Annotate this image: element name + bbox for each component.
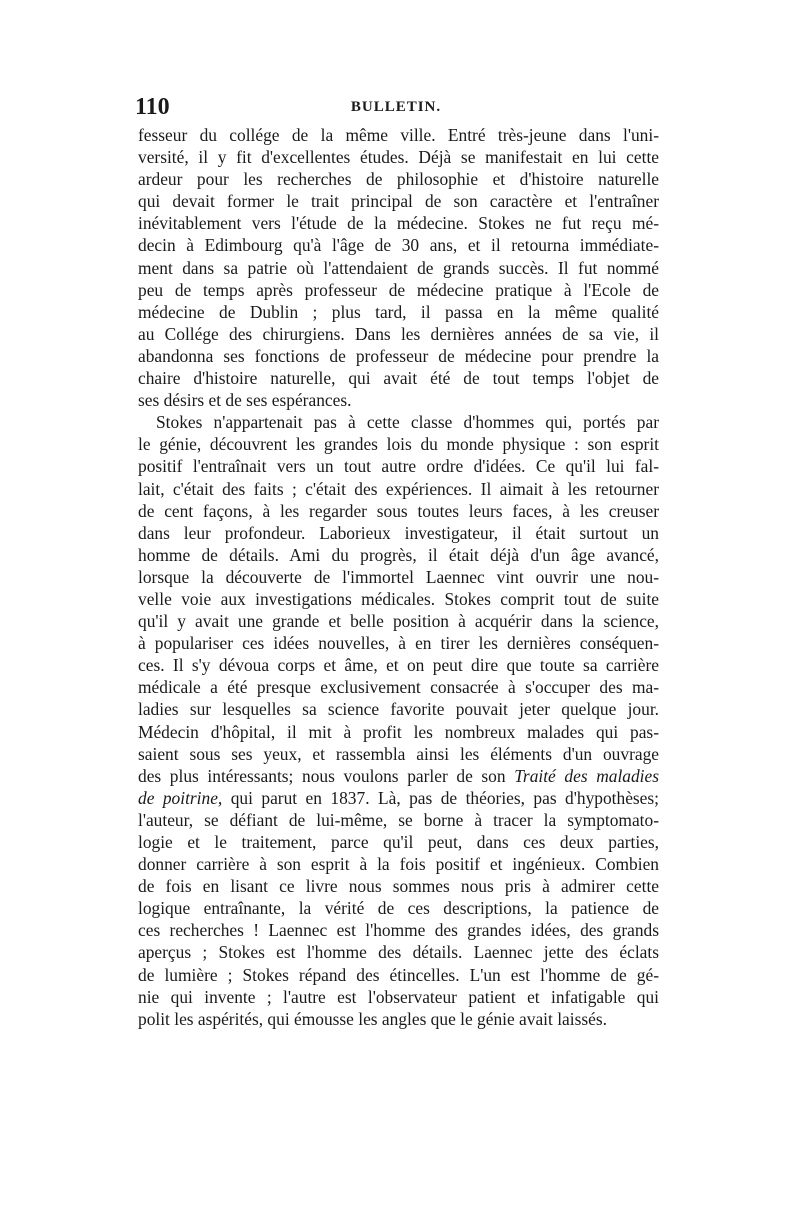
text-line-with-title [138,787,659,809]
text-line: chaire d'histoire naturelle, qui avait été de tout temps l'objet de [138,368,659,389]
text-line: de cent façons, à les regarder sous toutes leurs faces, à les creuser [138,500,659,521]
text-segment: qui parut en 1837. Là, pas de théories, pas d'hypothèses; [222,787,659,808]
text-line: fesseur du collége de la même ville. Entré très-jeune dans l'uni- [138,125,659,145]
text-line: aperçus ; Stokes est l'homme des détails. Laennec jette des éclats [138,942,659,963]
text-line: decin à Edimbourg qu'à l'âge de 30 ans, et il retourna immédiate- [138,235,659,256]
text-line: ardeur pour les recherches de philosophie et d'histoire naturelle [138,169,659,190]
text-line: abandonna ses fonctions de professeur de médecine pour prendre la [138,345,659,366]
book-title-continued: de poitrine, [138,787,223,808]
text-line: logie et le traitement, parce qu'il peut, dans ces deux parties, [138,832,659,852]
page-header [135,94,657,120]
running-head: BULLETIN. [350,99,442,115]
page-number: 110 [135,94,170,120]
body-text [138,124,659,1030]
text-line: ces recherches ! Laennec est l'homme des grandes idées, des grands [138,920,659,941]
text-line: donner carrière à son esprit à la fois positif et ingénieux. Combien [138,854,659,875]
text-line: saient sous ses yeux, et rassembla ainsi les éléments d'un ouvrage [138,743,659,764]
text-line: Stokes n'appartenait pas à cette classe d'hommes qui, portés par [156,412,659,433]
text-line: Médecin d'hôpital, il mit à profit les nombreux malades qui pas- [138,721,659,742]
text-line: qui devait former le trait principal de son caractère et l'entraîner [138,191,659,212]
text-line-with-title [138,765,659,787]
text-line: polit les aspérités, qui émousse les angles que le génie avait laissés. [138,1008,607,1029]
text-line: velle voie aux investigations médicales. Stokes comprit tout de suite [138,588,659,609]
text-line: lait, c'était des faits ; c'était des expériences. Il aimait à les retourner [138,478,659,499]
text-line: de lumière ; Stokes répand des étincelles. L'un est l'homme de gé- [138,964,659,985]
text-line: qu'il y avait une grande et belle position à acquérir dans la science, [138,611,659,632]
text-line: lorsque la découverte de l'immortel Laennec vint ouvrir une nou- [138,566,659,587]
text-line: ses désirs et de ses espérances. [138,390,352,411]
text-line: inévitablement vers l'étude de la médecine. Stokes ne fut reçu mé- [138,213,659,234]
text-line: à populariser ces idées nouvelles, à en tirer les dernières conséquen- [138,633,659,654]
text-line: ces. Il s'y dévoua corps et âme, et on peut dire que toute sa carrière [138,655,659,676]
text-line: au Collége des chirurgiens. Dans les dernières années de sa vie, il [138,323,659,344]
text-line: homme de détails. Ami du progrès, il était déjà d'un âge avancé, [138,544,659,565]
text-segment: des plus intéressants; nous voulons parler de son [138,765,506,786]
text-line: le génie, découvrent les grandes lois du monde physique : son esprit [138,434,659,455]
text-line: médicale a été presque exclusivement consacrée à s'occuper des ma- [138,677,659,698]
text-line: dans leur profondeur. Laborieux investigateur, il était surtout un [138,522,659,543]
text-line: versité, il y fit d'excellentes études. Déjà se manifestait en lui cette [138,147,659,168]
book-title: Traité des maladies [514,765,660,786]
text-line: ment dans sa patrie où l'attendaient de grands succès. Il fut nommé [138,257,659,278]
text-line: peu de temps après professeur de médecine pratique à l'Ecole de [138,279,659,300]
text-line: nie qui invente ; l'autre est l'observateur patient et infatigable qui [138,986,659,1007]
text-line: médecine de Dublin ; plus tard, il passa en la même qualité [138,301,659,322]
text-line: de fois en lisant ce livre nous sommes nous pris à admirer cette [138,876,659,897]
text-line: positif l'entraînait vers un tout autre ordre d'idées. Ce qu'il lui fal- [138,456,659,477]
text-line: l'auteur, se défiant de lui-même, se borne à tracer la symptomato- [138,809,659,830]
text-line: logique entraînante, la vérité de ces descriptions, la patience de [138,898,659,919]
text-line: ladies sur lesquelles sa science favorite pouvait jeter quelque jour. [138,699,659,720]
